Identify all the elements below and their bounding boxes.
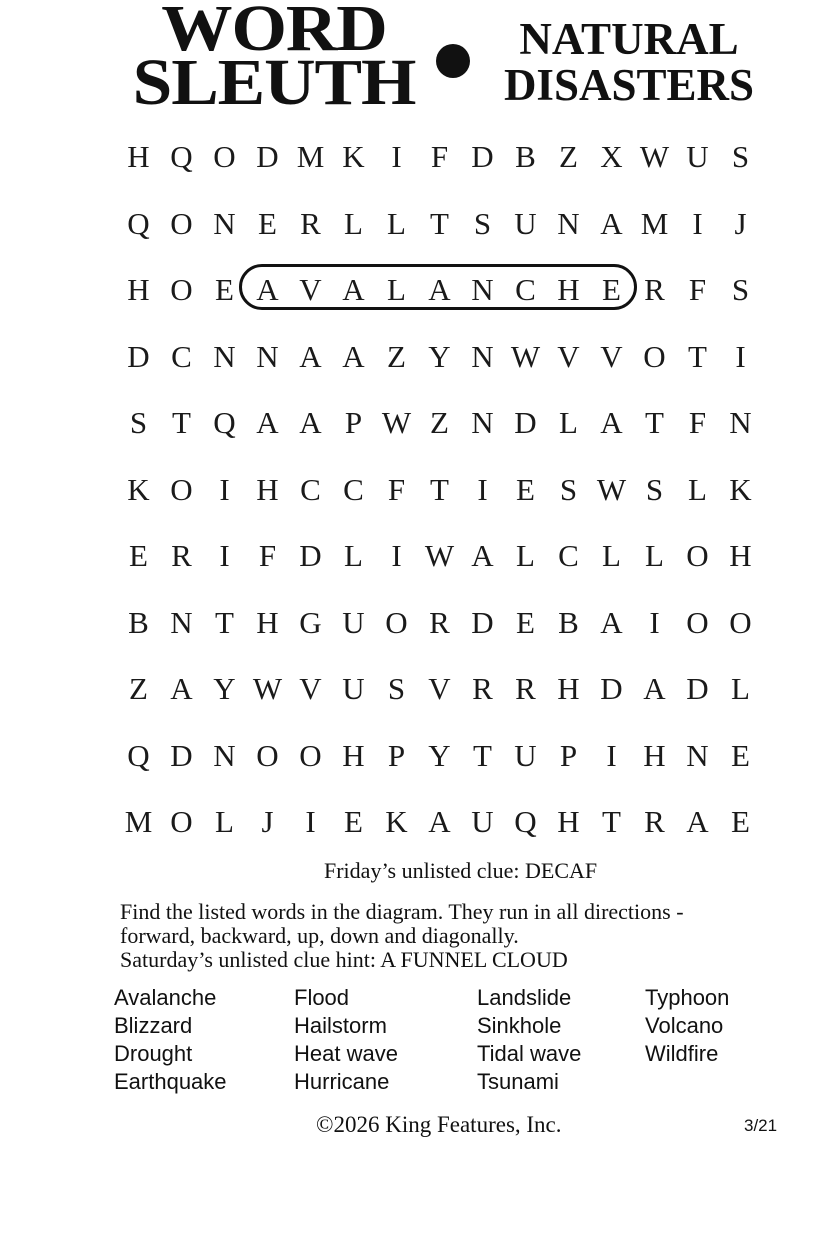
grid-letter[interactable]: F bbox=[688, 272, 707, 307]
grid-letter[interactable]: A bbox=[342, 338, 365, 374]
instructions bbox=[120, 900, 770, 972]
grid-letter[interactable]: A bbox=[342, 272, 365, 307]
circled-word-avalanche bbox=[239, 264, 637, 310]
grid-letter[interactable]: O bbox=[643, 338, 666, 374]
grid-letter[interactable]: E bbox=[731, 737, 750, 773]
grid-letter[interactable]: N bbox=[213, 737, 236, 773]
word-list-item: Tsunami bbox=[477, 1069, 559, 1094]
grid-letter[interactable]: W bbox=[252, 671, 283, 706]
grid-letter[interactable]: Q bbox=[213, 405, 236, 440]
grid-letter[interactable]: N bbox=[471, 338, 494, 374]
grid-row bbox=[117, 656, 762, 722]
word-list-column-4 bbox=[645, 984, 729, 1068]
grid-letter[interactable]: N bbox=[170, 604, 193, 640]
grid-letter[interactable]: W bbox=[510, 338, 541, 374]
grid-letter[interactable]: I bbox=[391, 538, 402, 573]
grid-letter[interactable]: A bbox=[471, 538, 494, 573]
grid-letter[interactable]: A bbox=[600, 205, 623, 241]
grid-letter[interactable]: T bbox=[430, 205, 449, 241]
grid-letter[interactable]: C bbox=[343, 471, 364, 507]
grid-letter[interactable]: S bbox=[473, 205, 492, 241]
grid-letter[interactable]: H bbox=[256, 471, 279, 507]
grid-letter[interactable]: A bbox=[600, 405, 623, 440]
word-list-item: Flood bbox=[294, 985, 350, 1010]
puzzle-title bbox=[112, 0, 436, 119]
grid-letter[interactable]: D bbox=[127, 338, 150, 374]
grid-letter[interactable]: I bbox=[692, 205, 703, 241]
grid-letter[interactable]: U bbox=[342, 671, 365, 706]
grid-letter[interactable]: O bbox=[213, 139, 236, 174]
grid-letter[interactable]: R bbox=[171, 538, 192, 573]
letter-grid[interactable] bbox=[117, 124, 762, 854]
grid-row bbox=[117, 191, 762, 257]
grid-letter[interactable]: L bbox=[344, 205, 363, 241]
grid-letter[interactable]: O bbox=[385, 604, 408, 640]
grid-letter[interactable]: I bbox=[305, 804, 316, 839]
grid-letter[interactable]: O bbox=[170, 471, 193, 507]
grid-letter[interactable]: Y bbox=[213, 671, 236, 706]
word-list-column-3 bbox=[477, 984, 581, 1096]
grid-letter[interactable]: E bbox=[602, 272, 621, 307]
grid-letter[interactable]: E bbox=[731, 804, 750, 839]
grid-letter[interactable]: A bbox=[600, 604, 623, 640]
grid-letter[interactable]: D bbox=[299, 538, 322, 573]
grid-letter[interactable]: C bbox=[558, 538, 579, 573]
word-list-item: Typhoon bbox=[645, 985, 730, 1010]
grid-letter[interactable]: H bbox=[127, 272, 150, 307]
grid-letter[interactable]: Z bbox=[559, 139, 578, 174]
word-list-item: Volcano bbox=[645, 1013, 724, 1038]
word-list-item: Wildfire bbox=[645, 1041, 719, 1066]
word-list-item: Blizzard bbox=[114, 1013, 193, 1038]
grid-letter[interactable]: L bbox=[344, 538, 363, 573]
grid-letter[interactable]: G bbox=[299, 604, 322, 640]
grid-letter[interactable]: O bbox=[170, 804, 193, 839]
grid-letter[interactable]: A bbox=[256, 405, 279, 440]
puzzle-topic bbox=[490, 16, 768, 108]
grid-letter[interactable]: K bbox=[127, 471, 150, 507]
grid-letter[interactable]: R bbox=[472, 671, 493, 706]
grid-letter[interactable]: X bbox=[600, 139, 623, 174]
grid-letter[interactable]: O bbox=[729, 604, 752, 640]
grid-row bbox=[117, 723, 762, 789]
grid-letter[interactable]: R bbox=[644, 804, 665, 839]
grid-letter[interactable]: D bbox=[686, 671, 709, 706]
grid-letter[interactable]: Y bbox=[428, 737, 451, 773]
grid-letter[interactable]: L bbox=[688, 471, 707, 507]
word-list-item: Avalanche bbox=[114, 985, 217, 1010]
grid-letter[interactable]: E bbox=[516, 604, 535, 640]
grid-letter[interactable]: T bbox=[430, 471, 449, 507]
grid-letter[interactable]: N bbox=[557, 205, 580, 241]
instructions-line3: Saturday’s unlisted clue hint: A FUNNEL CLOUD bbox=[120, 947, 568, 972]
grid-letter[interactable]: E bbox=[258, 205, 277, 241]
grid-letter[interactable]: A bbox=[686, 804, 709, 839]
grid-letter[interactable]: O bbox=[299, 737, 322, 773]
grid-letter[interactable]: L bbox=[602, 538, 621, 573]
grid-letter[interactable]: Q bbox=[127, 737, 150, 773]
grid-letter[interactable]: R bbox=[515, 671, 536, 706]
grid-letter[interactable]: D bbox=[256, 139, 279, 174]
grid-letter[interactable]: C bbox=[515, 272, 536, 307]
grid-letter[interactable]: U bbox=[471, 804, 494, 839]
grid-letter[interactable]: T bbox=[602, 804, 621, 839]
grid-letter[interactable]: N bbox=[213, 205, 236, 241]
grid-letter[interactable]: N bbox=[471, 405, 494, 440]
grid-letter[interactable]: A bbox=[256, 272, 279, 307]
grid-letter[interactable]: F bbox=[688, 405, 707, 440]
grid-letter[interactable]: O bbox=[686, 604, 709, 640]
word-list-item: Hailstorm bbox=[294, 1013, 387, 1038]
grid-letter[interactable]: U bbox=[342, 604, 365, 640]
instructions-line1: Find the listed words in the diagram. They run in all directions - bbox=[120, 899, 684, 924]
grid-row bbox=[117, 523, 762, 589]
grid-letter[interactable]: B bbox=[558, 604, 579, 640]
grid-letter[interactable]: E bbox=[344, 804, 363, 839]
title-sleuth: SLEUTH bbox=[132, 46, 416, 119]
grid-letter[interactable]: A bbox=[428, 272, 451, 307]
grid-letter[interactable]: H bbox=[342, 737, 365, 773]
grid-letter[interactable]: T bbox=[172, 405, 191, 440]
grid-letter[interactable]: L bbox=[516, 538, 535, 573]
grid-letter[interactable]: O bbox=[170, 272, 193, 307]
grid-letter[interactable]: I bbox=[219, 471, 230, 507]
grid-letter[interactable]: V bbox=[299, 671, 322, 706]
copyright: ©2026 King Features, Inc. bbox=[316, 1112, 562, 1137]
grid-letter[interactable]: W bbox=[424, 538, 455, 573]
grid-letter[interactable]: V bbox=[428, 671, 451, 706]
word-list-column-1 bbox=[114, 984, 227, 1096]
grid-letter[interactable]: I bbox=[735, 338, 746, 374]
grid-letter[interactable]: D bbox=[600, 671, 623, 706]
grid-letter[interactable]: I bbox=[219, 538, 230, 573]
grid-letter[interactable]: A bbox=[299, 338, 322, 374]
grid-letter[interactable]: N bbox=[213, 338, 236, 374]
grid-letter[interactable]: P bbox=[387, 737, 406, 773]
grid-letter[interactable]: L bbox=[731, 671, 750, 706]
grid-letter[interactable]: Z bbox=[129, 671, 148, 706]
grid-letter[interactable]: S bbox=[731, 139, 750, 174]
grid-letter[interactable]: I bbox=[606, 737, 617, 773]
word-list-item: Drought bbox=[114, 1041, 193, 1066]
unlisted-clue: Friday’s unlisted clue: DECAF bbox=[324, 858, 598, 883]
grid-letter[interactable]: P bbox=[344, 405, 363, 440]
grid-letter[interactable]: D bbox=[471, 139, 494, 174]
grid-letter[interactable]: H bbox=[256, 604, 279, 640]
grid-row bbox=[117, 590, 762, 656]
grid-letter[interactable]: D bbox=[514, 405, 537, 440]
grid-letter[interactable]: Y bbox=[428, 338, 451, 374]
grid-letter[interactable]: T bbox=[215, 604, 234, 640]
grid-letter[interactable]: T bbox=[473, 737, 492, 773]
grid-letter[interactable]: V bbox=[600, 338, 623, 374]
grid-letter[interactable]: M bbox=[124, 804, 153, 839]
grid-letter[interactable]: I bbox=[649, 604, 660, 640]
word-list-item: Landslide bbox=[477, 985, 572, 1010]
word-list-item: Sinkhole bbox=[477, 1013, 562, 1038]
grid-letter[interactable]: B bbox=[128, 604, 149, 640]
grid-letter[interactable]: H bbox=[557, 804, 580, 839]
grid-letter[interactable]: D bbox=[471, 604, 494, 640]
topic-line1: NATURAL bbox=[519, 14, 739, 64]
grid-letter[interactable]: H bbox=[127, 139, 150, 174]
grid-letter[interactable]: O bbox=[686, 538, 709, 573]
grid-letter[interactable]: T bbox=[688, 338, 707, 374]
grid-letter[interactable]: C bbox=[171, 338, 192, 374]
grid-letter[interactable]: L bbox=[215, 804, 234, 839]
grid-letter[interactable]: E bbox=[129, 538, 148, 573]
grid-letter[interactable]: T bbox=[645, 405, 664, 440]
grid-letter[interactable]: P bbox=[559, 737, 578, 773]
grid-letter[interactable]: J bbox=[261, 804, 274, 839]
grid-letter[interactable]: A bbox=[299, 405, 322, 440]
grid-letter[interactable]: N bbox=[471, 272, 494, 307]
grid-letter[interactable]: A bbox=[170, 671, 193, 706]
grid-letter[interactable]: C bbox=[300, 471, 321, 507]
grid-letter[interactable]: Q bbox=[170, 139, 193, 174]
grid-letter[interactable]: N bbox=[686, 737, 709, 773]
grid-letter[interactable]: S bbox=[559, 471, 578, 507]
grid-letter[interactable]: H bbox=[729, 538, 752, 573]
grid-row bbox=[117, 789, 762, 855]
grid-letter[interactable]: J bbox=[734, 205, 747, 241]
grid-letter[interactable]: I bbox=[477, 471, 488, 507]
grid-letter[interactable]: D bbox=[170, 737, 193, 773]
grid-row bbox=[117, 390, 762, 456]
grid-letter[interactable]: M bbox=[296, 139, 325, 174]
grid-letter[interactable]: K bbox=[342, 139, 365, 174]
grid-letter[interactable]: Z bbox=[430, 405, 449, 440]
grid-letter[interactable]: L bbox=[559, 405, 578, 440]
grid-letter[interactable]: I bbox=[391, 139, 402, 174]
grid-letter[interactable]: V bbox=[299, 272, 322, 307]
grid-letter[interactable]: W bbox=[639, 139, 670, 174]
grid-letter[interactable]: N bbox=[256, 338, 279, 374]
grid-letter[interactable]: E bbox=[516, 471, 535, 507]
grid-row bbox=[117, 457, 762, 523]
grid-letter[interactable]: S bbox=[645, 471, 664, 507]
grid-letter[interactable]: F bbox=[258, 538, 277, 573]
grid-letter[interactable]: Q bbox=[514, 804, 537, 839]
word-list-item: Hurricane bbox=[294, 1069, 390, 1094]
grid-letter[interactable]: U bbox=[514, 737, 537, 773]
grid-letter[interactable]: Q bbox=[127, 205, 150, 241]
grid-letter[interactable]: H bbox=[557, 272, 580, 307]
grid-letter[interactable]: S bbox=[731, 272, 750, 307]
grid-letter[interactable]: R bbox=[644, 272, 665, 307]
grid-letter[interactable]: H bbox=[643, 737, 666, 773]
grid-letter[interactable]: A bbox=[428, 804, 451, 839]
grid-letter[interactable]: R bbox=[300, 205, 321, 241]
grid-letter[interactable]: U bbox=[514, 205, 537, 241]
grid-letter[interactable]: L bbox=[387, 205, 406, 241]
grid-letter[interactable]: H bbox=[557, 671, 580, 706]
grid-letter[interactable]: K bbox=[385, 804, 408, 839]
grid-letter[interactable]: U bbox=[686, 139, 709, 174]
grid-letter[interactable]: S bbox=[129, 405, 148, 440]
grid-letter[interactable]: W bbox=[381, 405, 412, 440]
grid-letter[interactable]: A bbox=[643, 671, 666, 706]
topic-line2: DISASTERS bbox=[503, 60, 755, 110]
grid-letter[interactable]: F bbox=[387, 471, 406, 507]
grid-letter[interactable]: V bbox=[557, 338, 580, 374]
grid-row bbox=[117, 124, 762, 190]
grid-letter[interactable]: S bbox=[387, 671, 406, 706]
grid-letter[interactable]: R bbox=[429, 604, 450, 640]
grid-letter[interactable]: K bbox=[729, 471, 752, 507]
grid-letter[interactable]: O bbox=[256, 737, 279, 773]
grid-letter[interactable]: B bbox=[515, 139, 536, 174]
grid-letter[interactable]: F bbox=[430, 139, 449, 174]
word-list-item: Earthquake bbox=[114, 1069, 227, 1094]
grid-row bbox=[117, 324, 762, 390]
word-list-column-2 bbox=[294, 984, 398, 1096]
grid-letter[interactable]: Z bbox=[387, 338, 406, 374]
grid-letter[interactable]: L bbox=[387, 272, 406, 307]
word-list-item: Heat wave bbox=[294, 1041, 398, 1066]
grid-letter[interactable]: E bbox=[215, 272, 234, 307]
grid-letter[interactable]: O bbox=[170, 205, 193, 241]
date: 3/21 bbox=[744, 1116, 778, 1135]
instructions-line2: forward, backward, up, down and diagonally. bbox=[120, 923, 519, 948]
grid-letter[interactable]: N bbox=[729, 405, 752, 440]
grid-letter[interactable]: L bbox=[645, 538, 664, 573]
bullet-dot bbox=[436, 44, 470, 78]
grid-letter[interactable]: W bbox=[596, 471, 627, 507]
title-word: WORD bbox=[161, 0, 387, 65]
grid-letter[interactable]: M bbox=[640, 205, 669, 241]
word-list-item: Tidal wave bbox=[477, 1041, 582, 1066]
